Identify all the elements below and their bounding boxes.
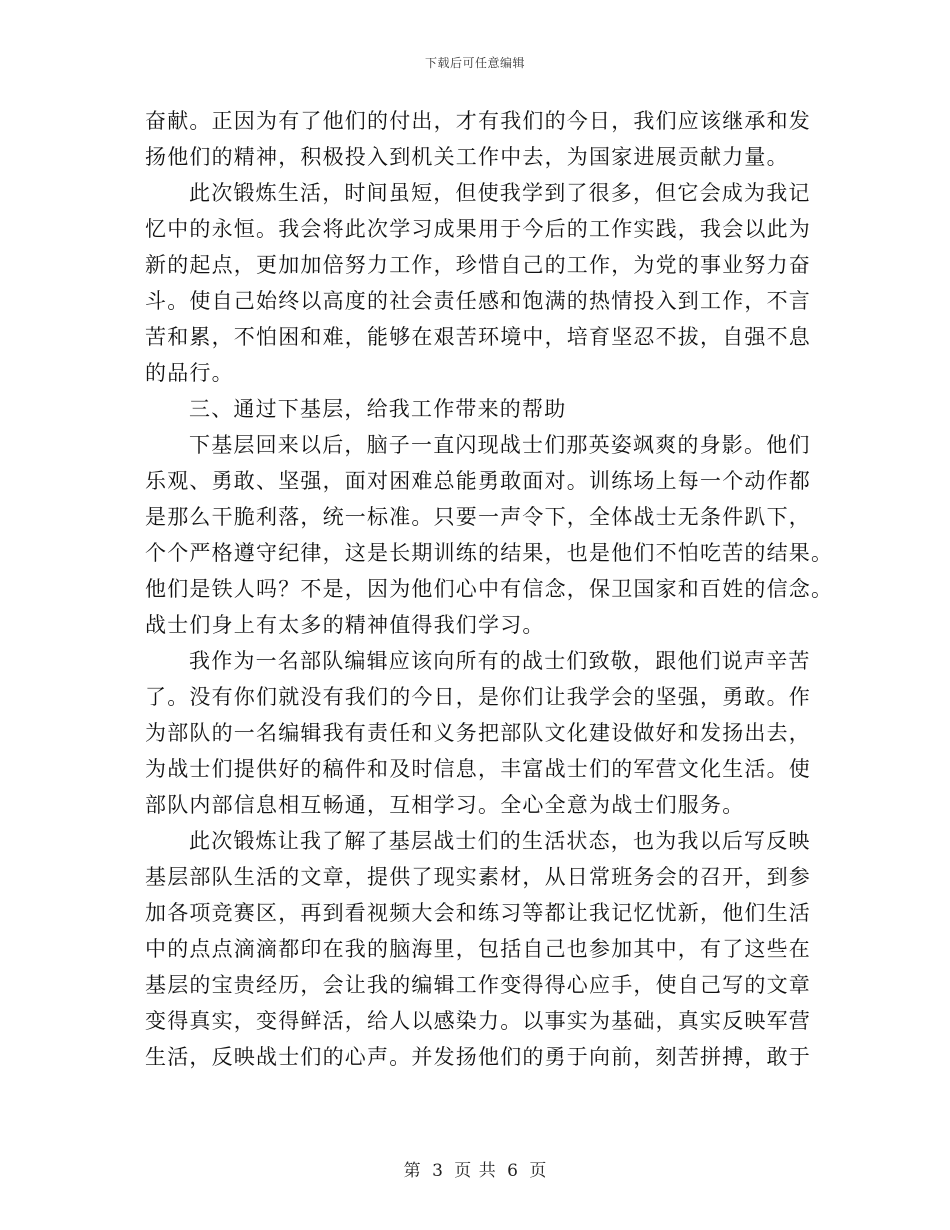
text-line: 为战士们提供好的稿件和及时信息，丰富战士们的军营文化生活。使	[145, 757, 811, 781]
text-line: 为部队的一名编辑我有责任和义务把部队文化建设做好和发扬出去，	[145, 721, 811, 745]
page-footer	[0, 1156, 950, 1181]
paragraph	[145, 643, 811, 823]
text-line: 的品行。	[145, 361, 234, 385]
page-number-prefix: 第	[403, 1161, 421, 1181]
text-line: 斗。使自己始终以高度的社会责任感和饱满的热情投入到工作，不言	[145, 289, 811, 313]
text-line: 我作为一名部队编辑应该向所有的战士们致敬，跟他们说声辛苦	[189, 649, 811, 673]
text-line: 苦和累，不怕困和难，能够在艰苦环境中，培育坚忍不拔，自强不息	[145, 325, 811, 349]
text-line: 了。没有你们就没有我们的今日，是你们让我学会的坚强，勇敢。作	[145, 685, 811, 709]
text-line: 此次锻炼让我了解了基层战士们的生活状态，也为我以后写反映	[189, 829, 811, 853]
text-line: 中的点点滴滴都印在我的脑海里，包括自己也参加其中，有了这些在	[145, 937, 811, 961]
section-heading-text: 三、通过下基层，给我工作带来的帮助	[189, 397, 567, 421]
text-line: 战士们身上有太多的精神值得我们学习。	[145, 613, 545, 637]
paragraph	[145, 427, 834, 643]
text-line: 基层的宝贵经历，会让我的编辑工作变得得心应手，使自己写的文章	[145, 973, 811, 997]
text-line: 个个严格遵守纪律，这是长期训练的结果，也是他们不怕吃苦的结果。	[145, 541, 834, 565]
text-line: 扬他们的精神，积极投入到机关工作中去，为国家进展贡献力量。	[145, 145, 789, 169]
page-number-middle: 页 共	[454, 1161, 496, 1181]
paragraph	[145, 823, 811, 1075]
text-line: 加各项竞赛区，再到看视频大会和练习等都让我记忆忧新，他们生活	[145, 901, 811, 925]
text-line: 基层部队生活的文章，提供了现实素材，从日常班务会的召开，到参	[145, 865, 811, 889]
text-line: 新的起点，更加加倍努力工作，珍惜自己的工作，为党的事业努力奋	[145, 253, 811, 277]
text-line: 奋献。正因为有了他们的付出，才有我们的今日，我们应该继承和发	[145, 109, 811, 133]
paragraph	[145, 175, 811, 391]
text-line: 变得真实，变得鲜活，给人以感染力。以事实为基础，真实反映军营	[145, 1009, 811, 1033]
current-page-number: 3	[432, 1161, 443, 1181]
paragraph-continuation	[145, 103, 811, 175]
total-pages-number: 6	[507, 1161, 518, 1181]
text-line: 部队内部信息相互畅通，互相学习。全心全意为战士们服务。	[145, 793, 745, 817]
text-line: 忆中的永恒。我会将此次学习成果用于今后的工作实践，我会以此为	[145, 217, 811, 241]
text-line: 下基层回来以后，脑子一直闪现战士们那英姿飒爽的身影。他们	[189, 433, 811, 457]
document-body	[145, 103, 834, 1075]
text-line: 此次锻炼生活，时间虽短，但使我学到了很多，但它会成为我记	[189, 181, 811, 205]
text-line: 乐观、勇敢、坚强，面对困难总能勇敢面对。训练场上每一个动作都	[145, 469, 811, 493]
section-heading	[145, 391, 805, 427]
page-number-suffix: 页	[529, 1161, 547, 1181]
page-header: 下载后可任意编辑	[424, 56, 525, 70]
text-line: 生活，反映战士们的心声。并发扬他们的勇于向前，刻苦拼搏，敢于	[145, 1045, 811, 1069]
text-line: 是那么干脆利落，统一标准。只要一声令下，全体战士无条件趴下，	[145, 505, 811, 529]
text-line: 他们是铁人吗？不是，因为他们心中有信念，保卫国家和百姓的信念。	[145, 577, 834, 601]
